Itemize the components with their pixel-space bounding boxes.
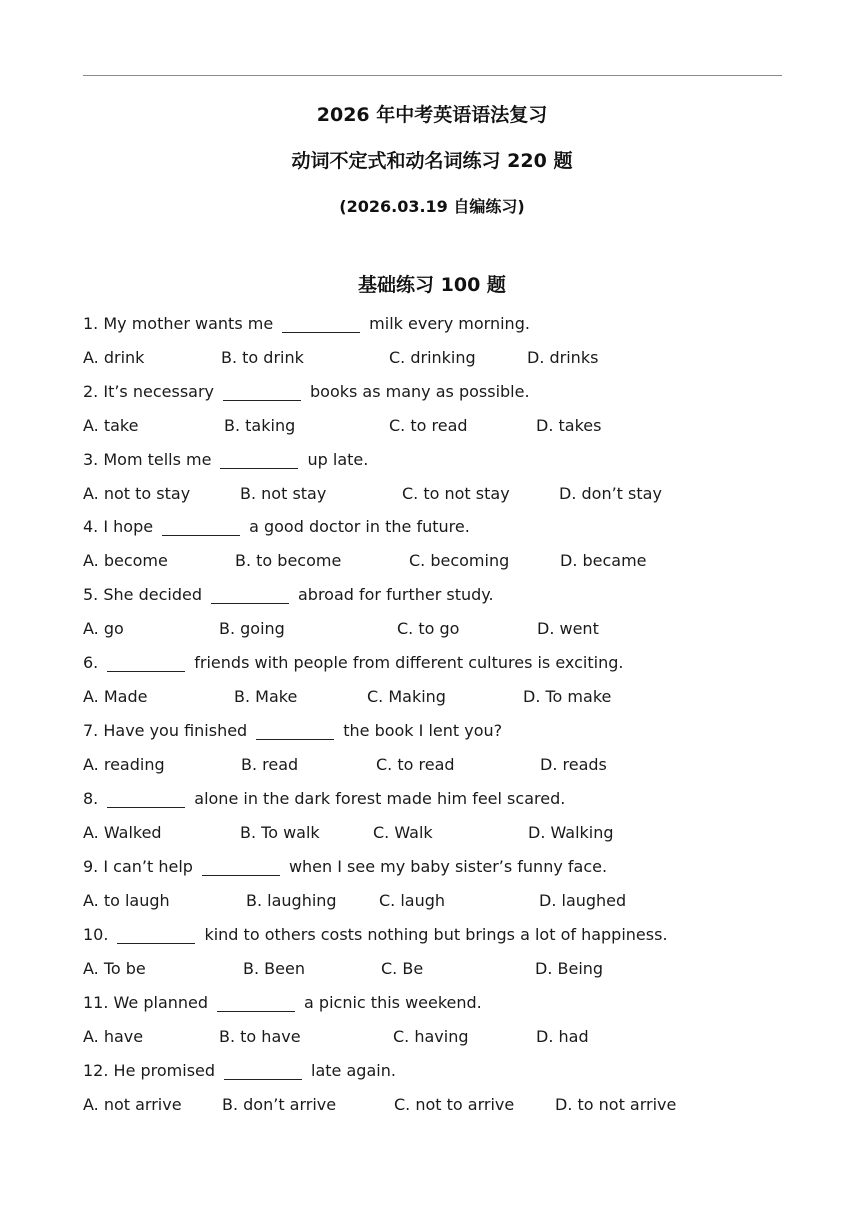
answer-blank <box>202 874 280 876</box>
question-text-after: a picnic this weekend. <box>304 993 482 1012</box>
answer-option: D. To make <box>523 687 612 706</box>
answer-option: C. to go <box>397 619 460 638</box>
answer-blank <box>117 942 195 944</box>
question-text-after: kind to others costs nothing but brings a lot of happiness. <box>204 925 668 944</box>
answer-blank <box>162 534 240 536</box>
answer-option: A. to laugh <box>83 891 170 910</box>
answer-blank <box>211 602 289 604</box>
answer-blank <box>282 331 360 333</box>
section-title: 基础练习 100 题 <box>358 274 506 296</box>
question-text-before: 2. It’s necessary <box>83 382 214 401</box>
answer-option: B. not stay <box>240 484 327 503</box>
answer-option: B. to become <box>235 551 342 570</box>
question-stem <box>83 314 530 333</box>
answer-option: A. go <box>83 619 124 638</box>
answer-blank <box>217 1010 295 1012</box>
question-stem <box>83 857 607 876</box>
answer-blank <box>107 806 185 808</box>
answer-option: D. to not arrive <box>555 1095 677 1114</box>
answer-option: A. To be <box>83 959 146 978</box>
question-stem <box>83 517 470 536</box>
answer-option: A. reading <box>83 755 165 774</box>
answer-option: D. Being <box>535 959 604 978</box>
answer-option: B. Been <box>243 959 305 978</box>
question-text-before: 4. I hope <box>83 517 154 536</box>
answer-option: A. take <box>83 416 139 435</box>
question-text-after: alone in the dark forest made him feel scared. <box>194 789 566 808</box>
top-rule <box>83 75 782 76</box>
doc-subtitle: 动词不定式和动名词练习 220 题 <box>291 150 573 172</box>
doc-note: (2026.03.19 自编练习) <box>339 197 525 216</box>
answer-option: D. don’t stay <box>559 484 662 503</box>
answer-option: D. had <box>536 1027 589 1046</box>
question-stem <box>83 450 368 469</box>
question-text-before: 12. He promised <box>83 1061 216 1080</box>
answer-option: A. not arrive <box>83 1095 182 1114</box>
answer-option: C. not to arrive <box>394 1095 515 1114</box>
question-stem <box>83 653 623 672</box>
answer-option: B. to drink <box>221 348 304 367</box>
answer-option: D. reads <box>540 755 607 774</box>
answer-blank <box>224 1078 302 1080</box>
answer-option: D. went <box>537 619 599 638</box>
question-stem <box>83 721 502 740</box>
question-text-after: up late. <box>307 450 369 469</box>
answer-option: D. laughed <box>539 891 627 910</box>
answer-option: B. going <box>219 619 285 638</box>
question-text-after: when I see my baby sister’s funny face. <box>288 857 608 876</box>
question-stem <box>83 1061 396 1080</box>
question-stem <box>83 789 565 808</box>
answer-option: C. to read <box>389 416 468 435</box>
question-stem <box>83 382 530 401</box>
question-text-after: late again. <box>311 1061 396 1080</box>
question-text-before: 8. <box>83 789 99 808</box>
answer-option: D. became <box>560 551 647 570</box>
answer-option: D. drinks <box>527 348 599 367</box>
question-text-before: 11. We planned <box>83 993 209 1012</box>
answer-option: A. Made <box>83 687 148 706</box>
question-text-before: 6. <box>83 653 99 672</box>
answer-option: C. Be <box>381 959 424 978</box>
question-text-after: friends with people from different cultures is exciting. <box>194 653 624 672</box>
answer-option: C. to read <box>376 755 455 774</box>
question-text-before: 10. <box>83 925 109 944</box>
question-text-before: 9. I can’t help <box>83 857 193 876</box>
question-text-after: the book I lent you? <box>343 721 503 740</box>
answer-option: C. becoming <box>409 551 510 570</box>
answer-option: B. laughing <box>246 891 337 910</box>
answer-option: B. to have <box>219 1027 301 1046</box>
answer-option: B. read <box>241 755 299 774</box>
answer-option: D. Walking <box>528 823 614 842</box>
answer-option: A. Walked <box>83 823 162 842</box>
question-text-after: abroad for further study. <box>297 585 494 604</box>
answer-option: B. Make <box>234 687 298 706</box>
answer-option: A. not to stay <box>83 484 191 503</box>
question-text-before: 5. She decided <box>83 585 202 604</box>
question-text-after: books as many as possible. <box>310 382 530 401</box>
question-stem <box>83 585 494 604</box>
answer-option: A. become <box>83 551 168 570</box>
answer-option: C. laugh <box>379 891 446 910</box>
question-text-after: milk every morning. <box>369 314 530 333</box>
answer-option: A. drink <box>83 348 145 367</box>
answer-option: C. Making <box>367 687 446 706</box>
answer-option: A. have <box>83 1027 144 1046</box>
question-text-before: 1. My mother wants me <box>83 314 274 333</box>
question-text-after: a good doctor in the future. <box>249 517 470 536</box>
answer-option: B. taking <box>224 416 296 435</box>
answer-option: D. takes <box>536 416 602 435</box>
question-stem <box>83 925 668 944</box>
answer-option: C. to not stay <box>402 484 510 503</box>
answer-blank <box>223 399 301 401</box>
question-text-before: 3. Mom tells me <box>83 450 212 469</box>
answer-blank <box>220 467 298 469</box>
answer-option: B. To walk <box>240 823 320 842</box>
question-stem <box>83 993 482 1012</box>
answer-option: C. drinking <box>389 348 476 367</box>
answer-option: C. having <box>393 1027 469 1046</box>
answer-option: C. Walk <box>373 823 433 842</box>
question-text-before: 7. Have you finished <box>83 721 248 740</box>
answer-option: B. don’t arrive <box>222 1095 337 1114</box>
answer-blank <box>256 738 334 740</box>
doc-title: 2026 年中考英语语法复习 <box>316 104 548 126</box>
answer-blank <box>107 670 185 672</box>
